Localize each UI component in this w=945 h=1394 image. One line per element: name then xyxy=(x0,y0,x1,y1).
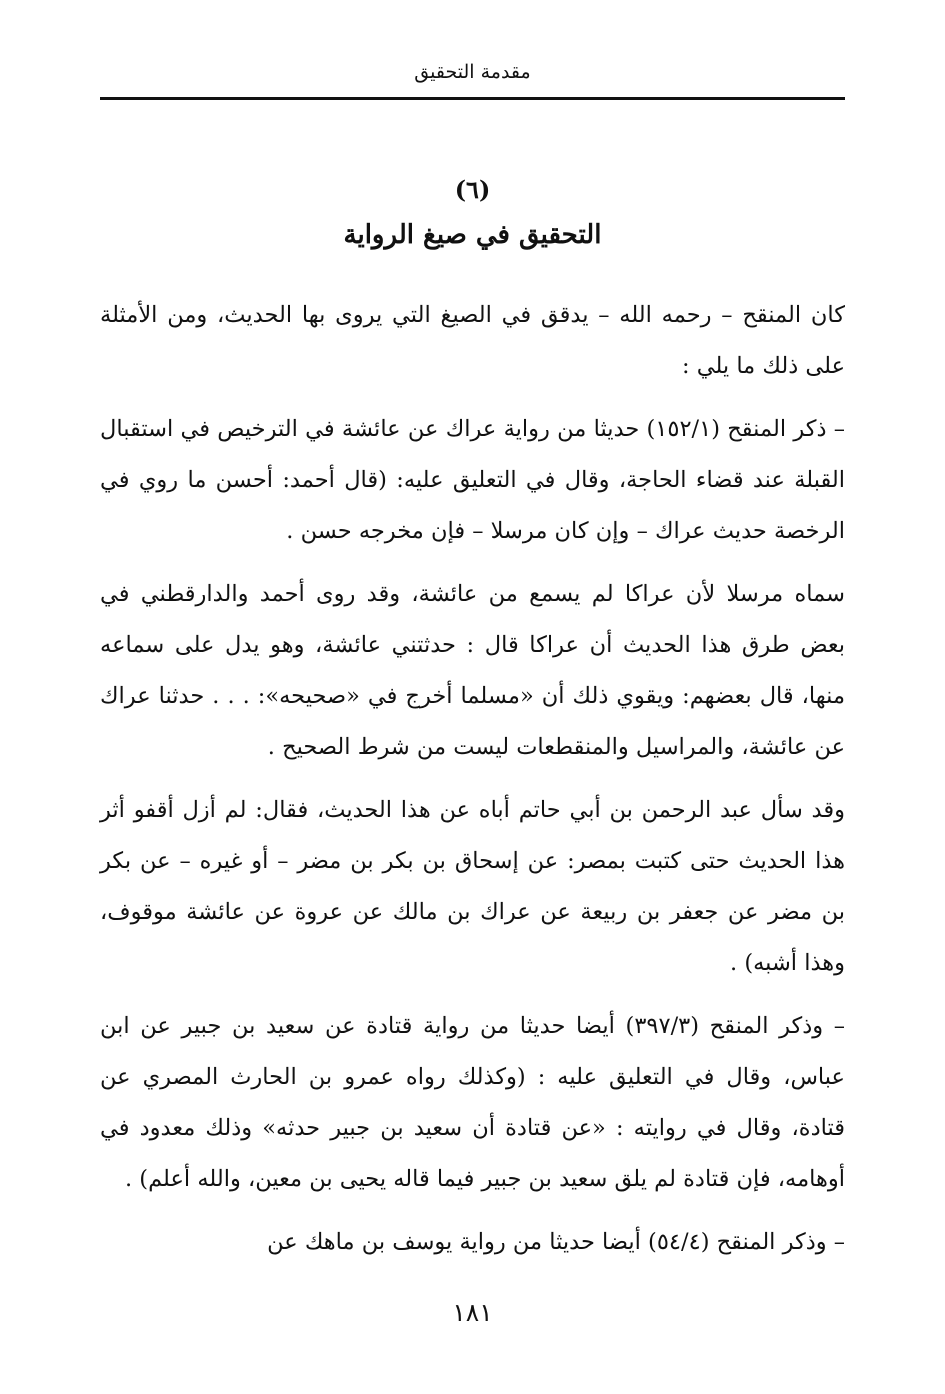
paragraph: – ذكر المنقح (١٥٢/١) حديثا من رواية عراك عن عائشة في الترخيص في استقبال القبلة عند قضاء الحاجة، وقال في التعليق عليه: (قال أحمد: أحسن ما روي في الرخصة حديث عراك – وإن كان مرسلا – فإن مخرجه حسن . xyxy=(100,416,846,544)
paragraph: كان المنقح – رحمه الله – يدقق في الصيغ التي يروى بها الحديث، ومن الأمثلة على ذلك ما يلي : xyxy=(100,302,845,379)
section-title: التحقيق في صيغ الرواية xyxy=(343,220,602,250)
header-rule xyxy=(100,97,845,100)
paragraph: – وذكر المنقح (٥٤/٤) أيضا حديثا من رواية يوسف بن ماهك عن xyxy=(267,1229,845,1255)
paragraph: – وذكر المنقح (٣٩٧/٣) أيضا حديثا من رواية قتادة عن سعيد بن جبير عن ابن عباس، وقال في التعليق عليه : (وكذلك رواه عمرو بن الحارث المصري عن قتادة، وقال في روايته : «عن قتادة أن سعيد بن جبير حدثه» وذلك معدود في أوهامه، فإن قتادة لم يلق سعيد بن جبير فيما قاله يحيى بن معين، والله أعلم) . xyxy=(100,1013,846,1192)
body-text xyxy=(100,290,845,1280)
running-header: مقدمة التحقيق xyxy=(414,61,531,83)
paragraph: سماه مرسلا لأن عراكا لم يسمع من عائشة، وقد روى أحمد والدارقطني في بعض طرق هذا الحديث أن عراكا قال : حدثتني عائشة، وهو يدل على سماعه منها، قال بعضهم: ويقوي ذلك أن «مسلما أخرج في «صحيحه»: . . . حدثنا عراك عن عائشة، والمراسيل والمنقطعات ليست من شرط الصحيح . xyxy=(100,581,845,760)
paragraph: وقد سأل عبد الرحمن بن أبي حاتم أباه عن هذا الحديث، فقال: لم أزل أقفو أثر هذا الحديث حتى كتبت بمصر: عن إسحاق بن بكر بن مضر – أو غيره – عن بكر بن مضر عن جعفر بن ربيعة عن عراك بن مالك عن عروة عن عائشة موقوف، وهذا أشبه) . xyxy=(100,797,845,976)
page-number: ١٨١ xyxy=(452,1298,493,1327)
section-number: (٦) xyxy=(454,175,491,204)
